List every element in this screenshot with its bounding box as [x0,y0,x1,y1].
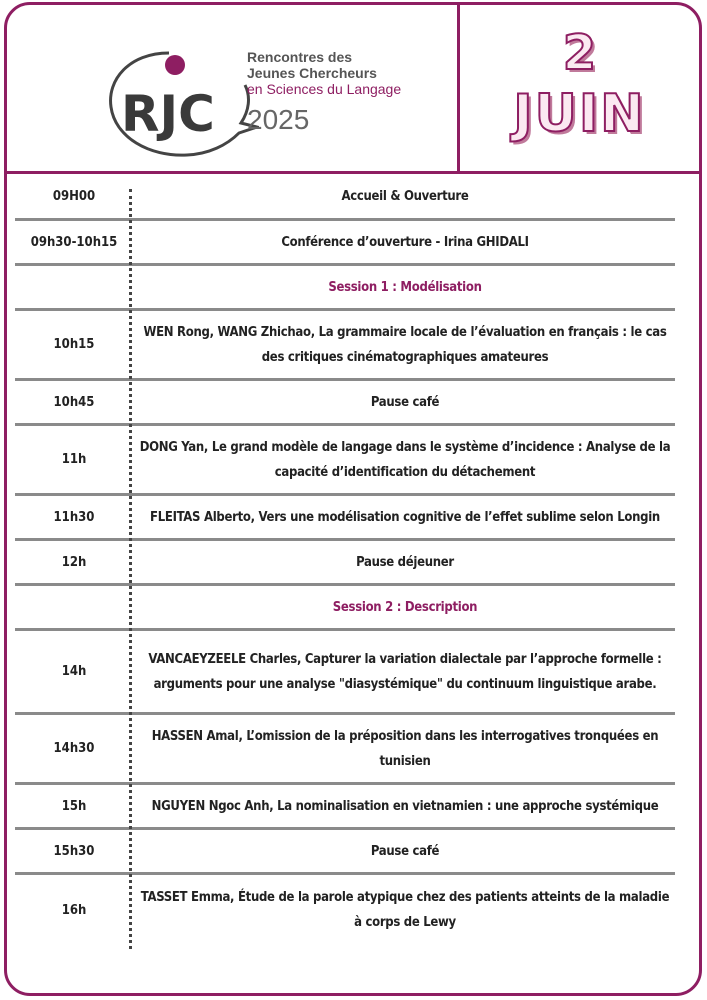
row-time: 09h30-10h15 [30,234,118,250]
row-description: HASSEN Amal, L’omission de la préposition dans les interrogatives tronquées en tunisien [151,728,659,769]
schedule-row [15,715,675,785]
logo-letters: RJC [121,85,215,143]
row-description: WEN Rong, WANG Zhichao, La grammaire locale de l’évaluation en français : le cas des critiques cinématographiques amateures [143,324,667,365]
row-time: 09H00 [52,188,96,204]
row-time: 12h [61,554,87,570]
row-description: Accueil & Ouverture [341,188,469,204]
title-line-3: en Sciences du Langage [247,81,402,97]
schedule-row [15,541,675,586]
row-description: TASSET Emma, Étude de la parole atypique chez des patients atteints de la maladie à corps de Lewy [140,890,670,930]
event-year: 2025 [247,104,310,135]
row-time: 11h30 [53,509,95,525]
row-time: 14h [61,664,87,679]
row-description: VANCAEYZEELE Charles, Capturer la variation dialectale par l’approche formelle : arguments pour une analyse "diasystémique" du continuum linguistique arabe. [148,651,662,692]
date-month: JUIN [513,84,646,144]
schedule-row [15,174,675,221]
row-description: Pause déjeuner [356,554,454,570]
row-description: Conférence d’ouverture - Irina GHIDALI [281,234,529,250]
row-description: NGUYEN Ngoc Anh, La nominalisation en vietnamien : une approche systémique [151,798,659,814]
time-column-divider [129,189,132,949]
row-time: 15h30 [53,843,95,859]
row-description: DONG Yan, Le grand modèle de langage dans le système d’incidence : Analyse de la capacité d’identification du détachement [139,439,671,480]
session-title: Session 2 : Description [332,599,478,615]
row-time: 10h45 [53,394,95,410]
event-title [247,49,401,135]
schedule-row [15,426,675,496]
schedule-row [15,830,675,875]
date-block [460,5,699,171]
row-time: 15h [61,798,87,814]
header [7,5,699,174]
schedule-row [15,381,675,426]
date-day: 2 [562,25,597,81]
schedule-row [15,221,675,266]
programme-frame [4,2,702,996]
schedule-row [15,496,675,541]
schedule-row [15,875,675,945]
row-description: Pause café [370,394,440,410]
schedule-table [7,174,699,945]
row-time: 11h [61,452,87,467]
row-time: 16h [61,902,87,918]
schedule-row [15,311,675,381]
row-description: FLEITAS Alberto, Vers une modélisation cognitive de l’effet sublime selon Longin [150,509,660,525]
title-line-2: Jeunes Chercheurs [247,65,377,81]
title-line-1: Rencontres des [247,49,353,65]
session-title: Session 1 : Modélisation [328,279,482,295]
session-row [15,266,675,311]
rjc-logo [99,45,259,165]
row-time: 10h15 [53,337,95,352]
row-description: Pause café [370,843,440,859]
session-row [15,586,675,631]
schedule-row [15,631,675,715]
schedule-row [15,785,675,830]
row-time: 14h30 [53,741,95,756]
